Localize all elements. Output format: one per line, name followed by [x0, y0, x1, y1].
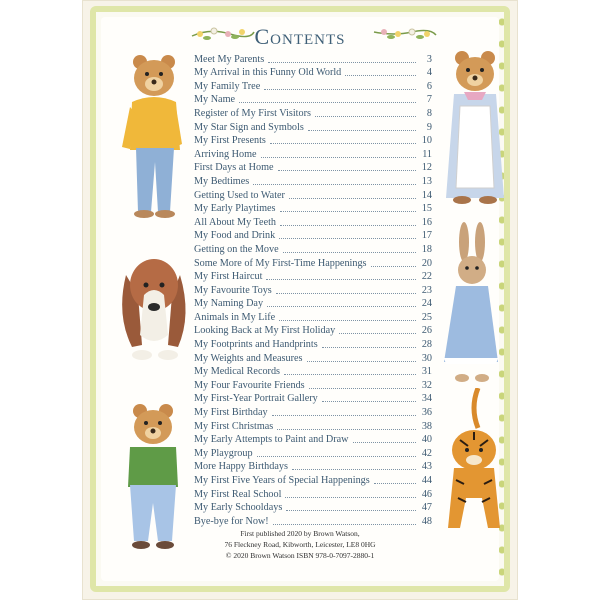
dotted-leader [253, 184, 416, 185]
entry-page-number: 25 [421, 311, 432, 323]
dotted-leader [284, 374, 416, 375]
entry-label: My First Birthday [194, 407, 268, 419]
dotted-leader [268, 62, 416, 63]
tiger-illustration [438, 388, 510, 538]
entry-page-number: 47 [421, 502, 432, 514]
entry-page-number: 8 [426, 107, 432, 119]
entry-page-number: 28 [421, 339, 432, 351]
credits-line-2: 76 Fleckney Road, Kibworth, Leicester, LE8 0HG [224, 540, 376, 549]
dotted-leader [345, 75, 416, 76]
entry-label: Some More of My First-Time Happenings [194, 257, 367, 269]
dotted-leader [371, 266, 416, 267]
dotted-leader [286, 510, 416, 511]
entry-page-number: 26 [421, 325, 432, 337]
entry-label: My Naming Day [194, 298, 264, 310]
dotted-leader [374, 483, 416, 484]
dotted-leader [239, 102, 416, 103]
entry-page-number: 24 [421, 298, 432, 310]
contents-entry [194, 433, 432, 447]
entry-page-number: 32 [421, 379, 432, 391]
contents-entry [194, 188, 432, 202]
entry-label: My Star Sign and Symbols [194, 121, 304, 133]
entry-label: My Name [194, 94, 236, 106]
entry-page-number: 14 [421, 189, 432, 201]
entry-page-number: 38 [421, 420, 432, 432]
dotted-leader [339, 333, 416, 334]
rabbit-blue-dress-illustration [440, 222, 502, 387]
dotted-leader [257, 456, 416, 457]
contents-entry [194, 256, 432, 270]
entry-label: My Family Tree [194, 80, 261, 92]
dotted-leader [267, 306, 416, 307]
credits-line-1: First published 2020 by Brown Watson, [240, 529, 360, 538]
contents-entry [194, 337, 432, 351]
contents-entry [194, 487, 432, 501]
entry-label: Looking Back at My First Holiday [194, 325, 336, 337]
dotted-leader [353, 442, 417, 443]
dotted-leader [322, 401, 416, 402]
dotted-leader [276, 293, 416, 294]
entry-page-number: 30 [421, 352, 432, 364]
entry-label: Meet My Parents [194, 53, 265, 65]
contents-entry [194, 392, 432, 406]
entry-label: My First Real School [194, 488, 282, 500]
entry-page-number: 48 [421, 515, 432, 527]
entry-page-number: 34 [421, 393, 432, 405]
entry-label: My First Five Years of Special Happenings [194, 475, 370, 486]
contents-entry [194, 460, 432, 474]
entry-label: My Bedtimes [194, 175, 250, 187]
dotted-leader [270, 143, 416, 144]
entry-page-number: 18 [421, 243, 432, 255]
entry-page-number: 40 [421, 434, 432, 446]
contents-entry [194, 174, 432, 188]
dotted-leader [280, 211, 417, 212]
contents-entry [194, 79, 432, 93]
entry-page-number: 6 [426, 80, 432, 92]
credits-line-3: © 2020 Brown Watson ISBN 978-0-7097-2880-1 [225, 551, 375, 560]
entry-page-number: 17 [421, 230, 432, 242]
entry-page-number: 15 [421, 203, 432, 215]
contents-entry [194, 405, 432, 419]
dotted-leader [266, 279, 416, 280]
dotted-leader [292, 469, 416, 470]
entry-label: Arriving Home [194, 148, 257, 160]
dotted-leader [307, 361, 417, 362]
dotted-leader [308, 130, 416, 131]
contents-entry [194, 446, 432, 460]
entry-page-number: 44 [421, 475, 432, 486]
contents-entry [194, 324, 432, 338]
contents-entry [194, 283, 432, 297]
dotted-leader [283, 252, 416, 253]
dotted-leader [273, 524, 416, 525]
contents-entry [194, 365, 432, 379]
entry-label: Getting Used to Water [194, 189, 285, 201]
entry-label: My Early Playtimes [194, 203, 276, 215]
contents-entry [194, 501, 432, 515]
entry-page-number: 42 [421, 447, 432, 459]
dotted-leader [315, 116, 416, 117]
contents-entry [194, 161, 432, 175]
contents-entry [194, 378, 432, 392]
dotted-leader [279, 238, 416, 239]
dotted-leader [280, 225, 416, 226]
entry-label: All About My Teeth [194, 216, 277, 228]
dotted-leader [322, 347, 416, 348]
contents-entry [194, 52, 432, 66]
contents-entry [194, 134, 432, 148]
entry-label: My Arrival in this Funny Old World [194, 67, 342, 79]
entry-page-number: 16 [421, 216, 432, 228]
entry-label: My First-Year Portrait Gallery [194, 393, 318, 405]
entry-label: My First Christmas [194, 420, 274, 432]
entry-label: My Favourite Toys [194, 284, 272, 296]
entry-label: My First Presents [194, 135, 266, 147]
contents-entry [194, 351, 432, 365]
dotted-leader [279, 320, 416, 321]
contents-entry [194, 242, 432, 256]
contents-entry [194, 419, 432, 433]
entry-page-number: 7 [426, 94, 432, 106]
entry-label: Bye-bye for Now! [194, 515, 269, 527]
contents-list [194, 52, 432, 528]
entry-page-number: 13 [421, 175, 432, 187]
teddy-bear-apron-illustration [440, 48, 510, 208]
entry-page-number: 22 [421, 271, 432, 283]
entry-page-number: 10 [421, 135, 432, 147]
entry-page-number: 12 [421, 162, 432, 174]
entry-page-number: 4 [426, 67, 432, 79]
entry-page-number: 31 [421, 366, 432, 378]
contents-entry [194, 93, 432, 107]
contents-entry [194, 202, 432, 216]
dotted-leader [309, 388, 416, 389]
entry-label: My Weights and Measures [194, 352, 303, 364]
contents-entry [194, 229, 432, 243]
dotted-leader [278, 170, 416, 171]
entry-label: First Days at Home [194, 162, 274, 174]
entry-page-number: 9 [426, 121, 432, 133]
dotted-leader [264, 89, 416, 90]
entry-page-number: 3 [426, 53, 432, 65]
contents-entry [194, 147, 432, 161]
dotted-leader [272, 415, 416, 416]
contents-entry [194, 310, 432, 324]
contents-entry [194, 215, 432, 229]
teddy-bear-green-shirt-illustration [118, 403, 188, 553]
entry-page-number: 46 [421, 488, 432, 500]
contents-entry [194, 120, 432, 134]
entry-label: My Footprints and Handprints [194, 339, 318, 351]
contents-entry [194, 106, 432, 120]
entry-label: My Medical Records [194, 366, 281, 378]
entry-label: My Playgroup [194, 447, 253, 459]
dotted-leader [277, 429, 416, 430]
page-title: Contents [254, 24, 346, 49]
entry-page-number: 43 [421, 461, 432, 473]
dotted-leader [289, 198, 416, 199]
entry-page-number: 11 [422, 148, 432, 160]
entry-page-number: 36 [421, 407, 432, 419]
contents-entry [194, 297, 432, 311]
contents-entry [194, 514, 432, 528]
entry-page-number: 20 [421, 257, 432, 269]
entry-label: My Food and Drink [194, 230, 276, 242]
entry-label: Register of My First Visitors [194, 107, 311, 119]
contents-entry [194, 473, 432, 487]
entry-label: Animals in My Life [194, 311, 276, 323]
entry-label: More Happy Birthdays [194, 461, 288, 473]
teddy-bear-yellow-jumper-illustration [120, 52, 190, 222]
entry-label: My Early Attempts to Paint and Draw [194, 434, 349, 446]
entry-label: Getting on the Move [194, 243, 279, 255]
entry-label: My Four Favourite Friends [194, 379, 305, 391]
entry-label: My Early Schooldays [194, 502, 283, 514]
basset-hound-illustration [116, 255, 192, 365]
dotted-leader [285, 497, 416, 498]
contents-entry [194, 270, 432, 284]
dotted-leader [261, 157, 416, 158]
contents-entry [194, 66, 432, 80]
entry-page-number: 23 [421, 284, 432, 296]
entry-label: My First Haircut [194, 271, 263, 283]
